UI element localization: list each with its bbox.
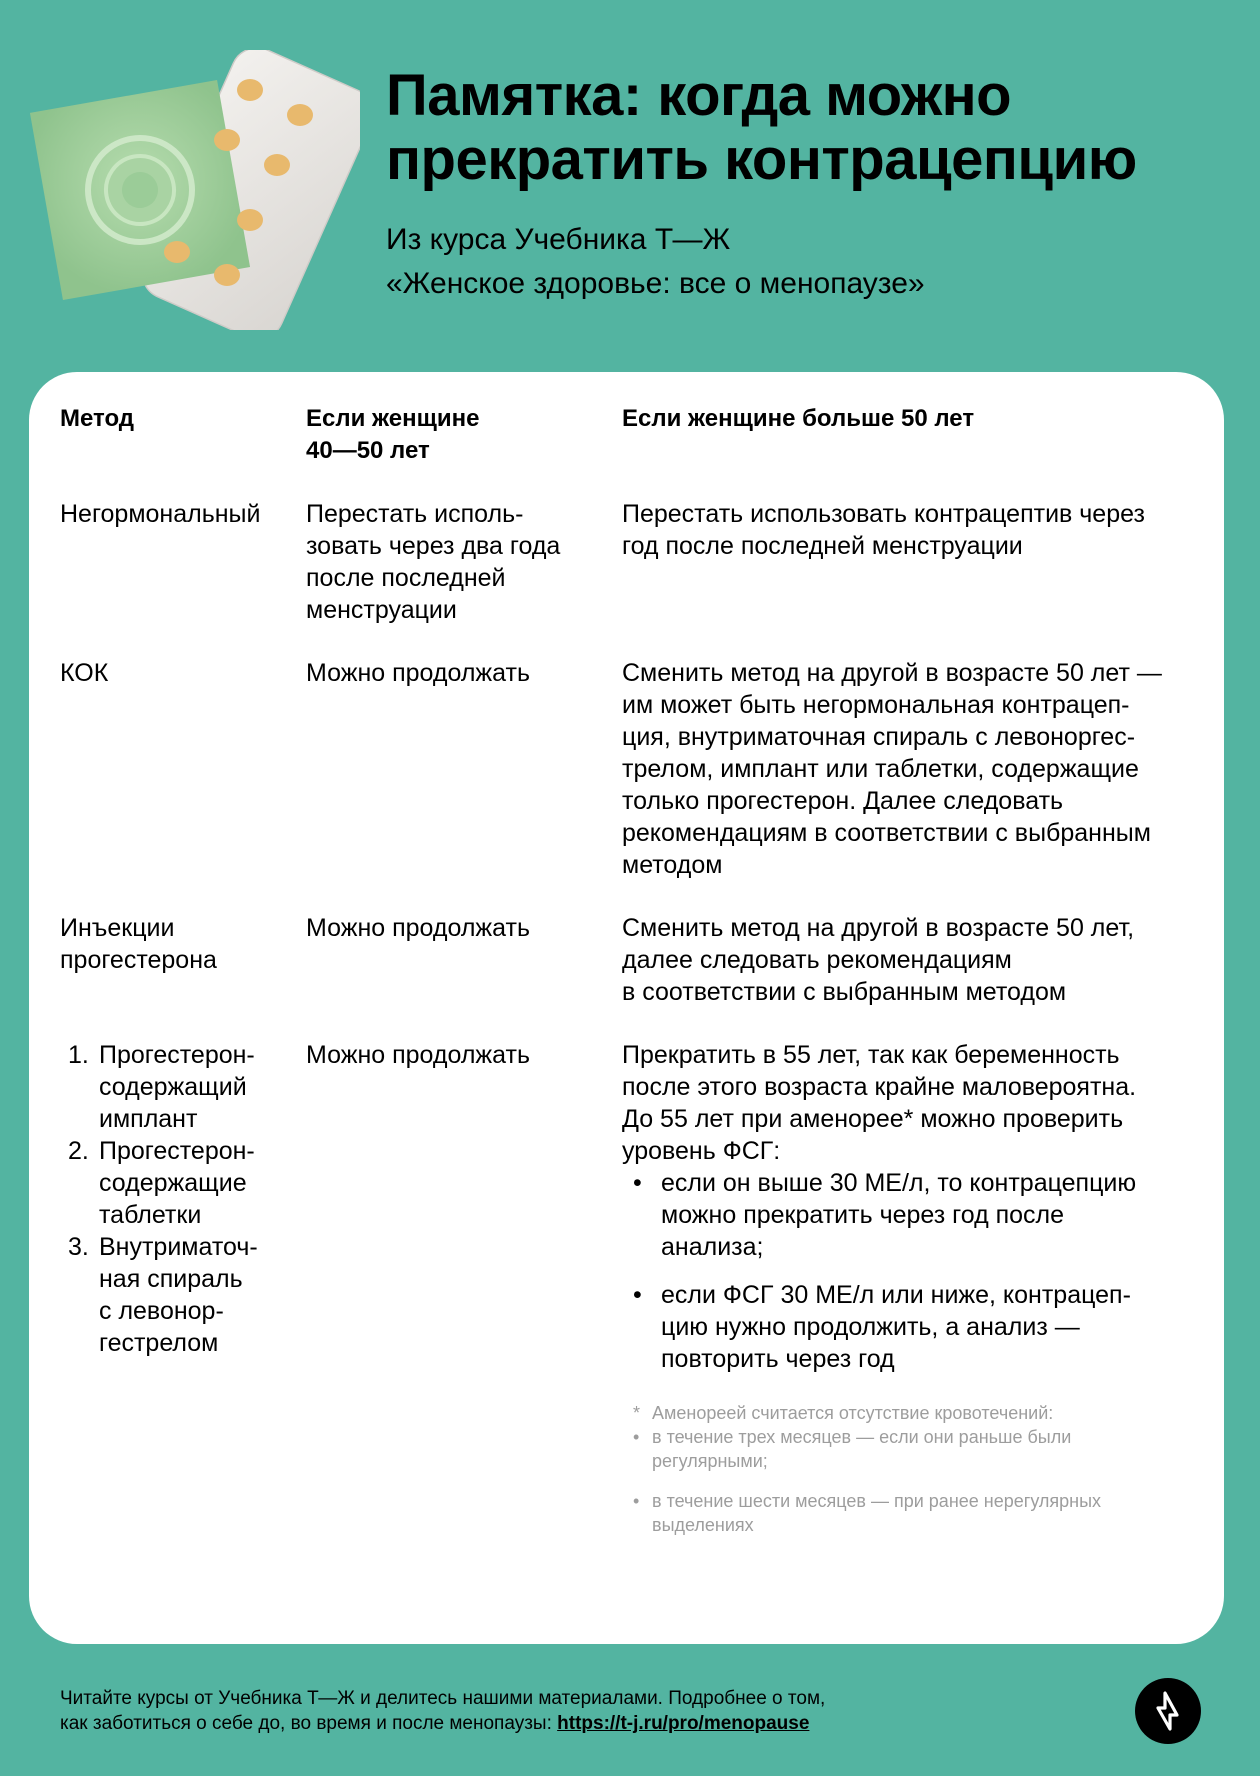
footnote <box>622 1401 1202 1537</box>
cell-intro: Прекратить в 55 лет, так как беременность после этого возраста крайне маловероятна. До 55 лет при аменорее* можно проверить уровень ФСГ: <box>622 1041 1137 1165</box>
condom-wrapper <box>30 80 250 300</box>
cell-method-list <box>60 1039 306 1537</box>
footnote-item: • в течение шести месяцев — при ранее нерегулярных выделениях <box>633 1491 1102 1535</box>
cell-age-over-50: Перестать использовать контрацептив через год после последней менструации <box>622 500 1145 560</box>
header-method: Метод <box>60 405 135 432</box>
footnote-mark: * <box>633 1403 641 1423</box>
list-item: Прогестерон- содержащие таблетки <box>99 1137 255 1229</box>
footer-line-1: Читайте курсы от Учебника Т—Ж и делитесь нашими материалами. Подробнее о том, <box>60 1688 826 1709</box>
page-title: Памятка: когда можно прекратить контрацепцию <box>386 63 1137 192</box>
methods-list <box>60 1039 306 1359</box>
cell-age-over-50: Сменить метод на другой в возрасте 50 лет, далее следовать рекомендациям в соответствии с выбранным методом <box>622 914 1135 1006</box>
subtitle <box>386 218 1246 306</box>
footer-line-2: как заботиться о себе до, во время и после менопаузы: https://t-j.ru/pro/menopause <box>60 1713 810 1734</box>
table-row <box>60 912 1200 1008</box>
cell-method: Негормональный <box>60 500 261 528</box>
table-row <box>60 1039 1200 1537</box>
lightning-bolt-logo-icon[interactable] <box>1135 1678 1201 1744</box>
cell-age-over-50: Сменить метод на другой в возрасте 50 лет — им может быть негормональная контрацеп- ция, внутриматочная спираль с левоноргес- трелом, имплант или таблетки, содержащие только прогестерон. Далее следовать рекомендациям в соответствии с выбранным методом <box>622 659 1162 879</box>
cell-age-40-50: Можно продолжать <box>306 1041 530 1069</box>
table-header-row <box>60 403 1200 467</box>
list-item: • если ФСГ 30 МЕ/л или ниже, контрацеп- цию нужно продолжить, а анализ — повторить через год <box>661 1279 1202 1375</box>
subtitle-course-name: «Женское здоровье: все о менопаузе» <box>386 267 925 300</box>
list-item: Прогестерон- содержащий имплант <box>99 1041 255 1133</box>
cell-age-40-50: Перестать исполь- зовать через два года после последней менструации <box>306 500 561 624</box>
footnote-item: • в течение трех месяцев — если они раньше были регулярными; <box>633 1427 1072 1471</box>
subtitle-course: Из курса Учебника Т—Ж <box>386 223 731 256</box>
cell-age-40-50: Можно продолжать <box>306 914 530 942</box>
fsh-bullets <box>622 1167 1202 1375</box>
list-item: Внутриматоч- ная спираль с левонор- гестрелом <box>99 1233 258 1357</box>
list-item: • если он выше 30 МЕ/л, то контрацепцию можно прекратить через год после анализа; <box>661 1167 1202 1263</box>
menopause-course-link[interactable]: https://t-j.ru/pro/menopause <box>557 1713 810 1734</box>
header-age-over-50: Если женщине больше 50 лет <box>622 405 975 432</box>
table-row <box>60 498 1200 626</box>
table-row <box>60 657 1200 881</box>
table-card <box>29 372 1224 1644</box>
cell-age-40-50: Можно продолжать <box>306 659 530 687</box>
header-age-40-50: Если женщине 40—50 лет <box>306 405 480 464</box>
footnote-intro: Аменореей считается отсутствие кровотечений: <box>652 1403 1054 1423</box>
footer-text <box>60 1686 1060 1736</box>
cell-method: КОК <box>60 659 109 687</box>
cell-method: Инъекции прогестерона <box>60 914 217 974</box>
cell-age-over-50 <box>622 1039 1202 1537</box>
contraceptives-illustration-icon <box>30 50 360 330</box>
contraception-table <box>60 403 1200 1537</box>
